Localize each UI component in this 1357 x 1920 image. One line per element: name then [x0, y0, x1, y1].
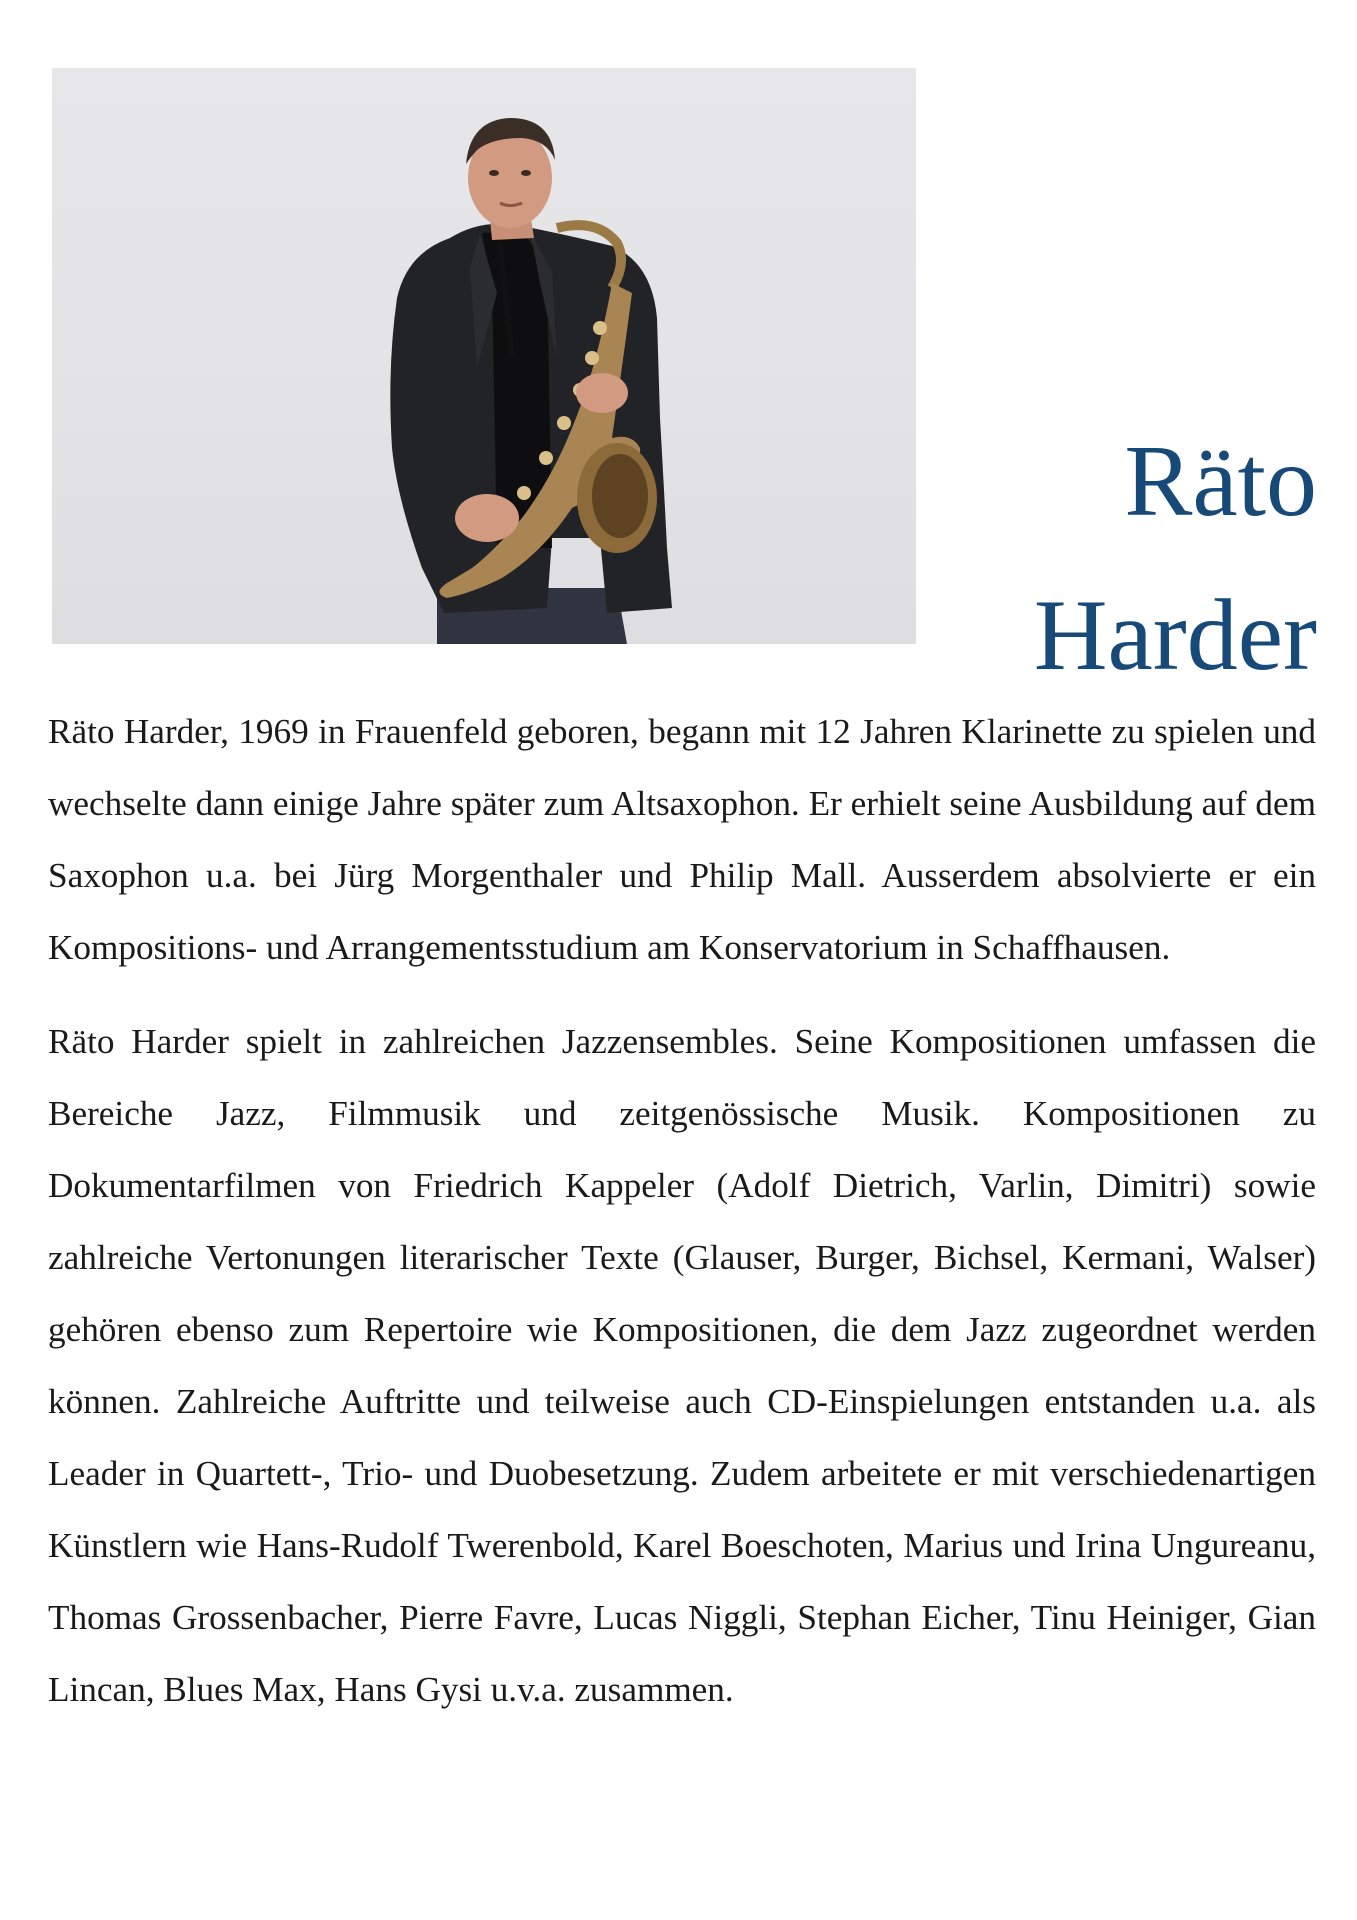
title-last-name: Harder	[1033, 579, 1317, 692]
saxophonist-illustration	[52, 68, 916, 644]
bio-paragraph-1: Räto Harder, 1969 in Frauenfeld geboren, begann mit 12 Jahren Klarinette zu spielen und wechselte dann einige Jahre später zum Altsaxophon. Er erhielt seine Ausbildung auf dem Saxophon u.a. bei Jürg Morgenthaler und Philip Mall. Ausserdem absolvierte er ein Kompositions- und Arrangementsstudium am Konservatorium in Schaffhausen.	[48, 712, 1316, 967]
page-title	[1034, 405, 1317, 713]
musician-photo	[52, 68, 916, 644]
title-first-name: Räto	[1124, 425, 1317, 538]
bio-paragraph-2: Räto Harder spielt in zahlreichen Jazzensembles. Seine Kompositionen umfassen die Bereiche Jazz, Filmmusik und zeitgenössische Musik. Kompositionen zu Dokumentarfilmen von Friedrich Kappeler (Adolf Dietrich, Varlin, Dimitri) sowie zahlreiche Vertonungen literarischer Texte (Glauser, Burger, Bichsel, Kermani, Walser) gehören ebenso zum Repertoire wie Kompositionen, die dem Jazz zugeordnet werden können. Zahlreiche Auftritte und teilweise auch CD-Einspielungen entstanden u.a. als Leader in Quartett-, Trio- und Duobesetzung. Zudem arbeitete er mit verschiedenartigen Künstlern wie Hans-Rudolf Twerenbold, Karel Boeschoten, Marius und Irina Ungureanu, Thomas Grossenbacher, Pierre Favre, Lucas Niggli, Stephan Eicher, Tinu Heiniger, Gian Lincan, Blues Max, Hans Gysi u.v.a. zusammen.	[48, 1022, 1316, 1709]
biography	[48, 696, 1316, 1748]
